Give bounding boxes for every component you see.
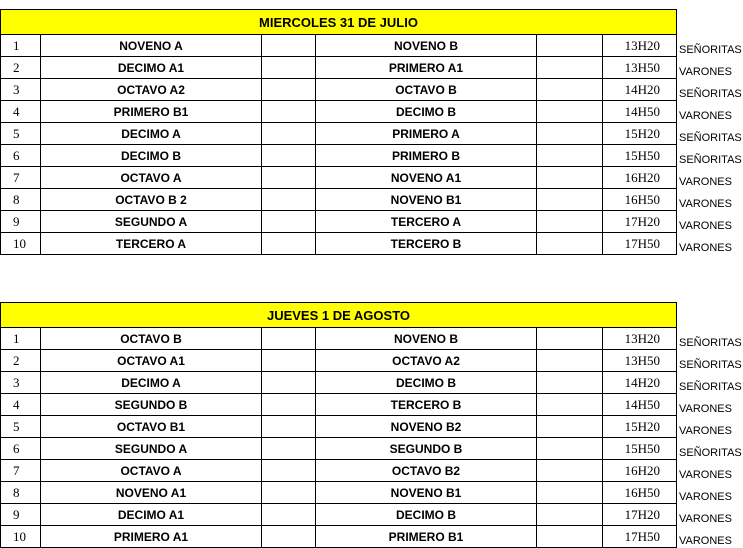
- match-row: [1, 372, 743, 394]
- team-a: OCTAVO A: [41, 167, 262, 189]
- match-category: SEÑORITAS: [679, 336, 742, 349]
- match-category: SEÑORITAS: [679, 153, 742, 166]
- empty-cell: [262, 416, 316, 438]
- match-number: 8: [1, 482, 41, 504]
- match-time: 14H50: [603, 394, 677, 416]
- match-category: SEÑORITAS: [679, 358, 742, 371]
- match-number: 4: [1, 101, 41, 123]
- empty-cell: [537, 211, 603, 233]
- match-category: VARONES: [679, 65, 732, 78]
- match-row: [1, 416, 743, 438]
- match-number: 2: [1, 57, 41, 79]
- match-time: 14H20: [603, 372, 677, 394]
- match-row: [1, 504, 743, 526]
- match-time: 15H20: [603, 416, 677, 438]
- team-a: DECIMO B: [41, 145, 262, 167]
- match-category: SEÑORITAS: [679, 380, 742, 393]
- empty-cell: [262, 101, 316, 123]
- team-b: TERCERO B: [316, 233, 537, 255]
- empty-cell: [537, 145, 603, 167]
- empty-cell: [537, 416, 603, 438]
- match-time: 16H20: [603, 460, 677, 482]
- empty-cell: [262, 328, 316, 350]
- empty-cell: [262, 438, 316, 460]
- match-category: VARONES: [679, 197, 732, 210]
- team-b: SEGUNDO B: [316, 438, 537, 460]
- match-number: 4: [1, 394, 41, 416]
- match-category: SEÑORITAS: [679, 446, 742, 459]
- match-category: SEÑORITAS: [679, 131, 742, 144]
- team-a: SEGUNDO A: [41, 211, 262, 233]
- match-time: 15H20: [603, 123, 677, 145]
- team-a: TERCERO A: [41, 233, 262, 255]
- match-time: 15H50: [603, 145, 677, 167]
- team-a: DECIMO A1: [41, 57, 262, 79]
- team-a: DECIMO A: [41, 123, 262, 145]
- team-b: DECIMO B: [316, 101, 537, 123]
- empty-cell: [537, 233, 603, 255]
- match-category: VARONES: [679, 468, 732, 481]
- empty-cell: [537, 482, 603, 504]
- empty-cell: [537, 460, 603, 482]
- match-row: [1, 233, 743, 255]
- match-row: [1, 145, 743, 167]
- empty-cell: [537, 189, 603, 211]
- match-number: 10: [1, 233, 41, 255]
- match-time: 14H20: [603, 79, 677, 101]
- schedule-header-row: [1, 303, 743, 328]
- team-b: NOVENO B2: [316, 416, 537, 438]
- schedule-thursday: [0, 302, 743, 548]
- match-time: 17H20: [603, 504, 677, 526]
- empty-cell: [537, 57, 603, 79]
- match-time: 17H50: [603, 526, 677, 548]
- match-time: 13H50: [603, 350, 677, 372]
- empty-cell: [537, 35, 603, 57]
- match-category: VARONES: [679, 402, 732, 415]
- team-b: NOVENO B1: [316, 189, 537, 211]
- empty-cell: [262, 482, 316, 504]
- team-a: OCTAVO B1: [41, 416, 262, 438]
- empty-cell: [537, 79, 603, 101]
- match-number: 7: [1, 167, 41, 189]
- match-time: 16H20: [603, 167, 677, 189]
- empty-cell: [537, 123, 603, 145]
- empty-cell: [262, 460, 316, 482]
- match-row: [1, 167, 743, 189]
- schedule-table: [0, 302, 743, 548]
- team-b: OCTAVO B: [316, 79, 537, 101]
- match-row: [1, 57, 743, 79]
- match-row: [1, 350, 743, 372]
- team-a: DECIMO A: [41, 372, 262, 394]
- match-time: 16H50: [603, 482, 677, 504]
- empty-cell: [262, 211, 316, 233]
- empty-cell: [262, 123, 316, 145]
- match-time: 16H50: [603, 189, 677, 211]
- match-time: 15H50: [603, 438, 677, 460]
- match-number: 9: [1, 211, 41, 233]
- empty-cell: [262, 504, 316, 526]
- match-number: 9: [1, 504, 41, 526]
- match-row: [1, 394, 743, 416]
- team-a: PRIMERO B1: [41, 101, 262, 123]
- team-b: TERCERO B: [316, 394, 537, 416]
- schedule-title: JUEVES 1 DE AGOSTO: [1, 303, 677, 328]
- team-a: OCTAVO A2: [41, 79, 262, 101]
- team-b: DECIMO B: [316, 372, 537, 394]
- match-row: [1, 101, 743, 123]
- schedule-title: MIERCOLES 31 DE JULIO: [1, 10, 677, 35]
- blank-cell: [677, 10, 743, 35]
- match-number: 5: [1, 123, 41, 145]
- team-a: OCTAVO A: [41, 460, 262, 482]
- empty-cell: [262, 372, 316, 394]
- match-number: 6: [1, 438, 41, 460]
- team-b: NOVENO A1: [316, 167, 537, 189]
- team-b: TERCERO A: [316, 211, 537, 233]
- match-category: VARONES: [679, 424, 732, 437]
- match-time: 17H50: [603, 233, 677, 255]
- match-number: 3: [1, 79, 41, 101]
- match-number: 1: [1, 35, 41, 57]
- match-row: [1, 482, 743, 504]
- match-row: [1, 79, 743, 101]
- match-row: [1, 328, 743, 350]
- match-time: 13H50: [603, 57, 677, 79]
- empty-cell: [262, 145, 316, 167]
- empty-cell: [262, 167, 316, 189]
- team-b: DECIMO B: [316, 504, 537, 526]
- match-number: 2: [1, 350, 41, 372]
- match-category: VARONES: [679, 219, 732, 232]
- match-number: 3: [1, 372, 41, 394]
- match-row: [1, 526, 743, 548]
- schedule-wednesday: [0, 9, 743, 255]
- team-b: PRIMERO A: [316, 123, 537, 145]
- empty-cell: [262, 35, 316, 57]
- team-b: PRIMERO B: [316, 145, 537, 167]
- empty-cell: [262, 394, 316, 416]
- team-a: OCTAVO B: [41, 328, 262, 350]
- match-number: 7: [1, 460, 41, 482]
- match-row: [1, 189, 743, 211]
- team-a: SEGUNDO A: [41, 438, 262, 460]
- blank-cell: [677, 303, 743, 328]
- match-category: VARONES: [679, 490, 732, 503]
- team-a: DECIMO A1: [41, 504, 262, 526]
- match-category: VARONES: [679, 512, 732, 525]
- match-time: 13H20: [603, 328, 677, 350]
- empty-cell: [537, 438, 603, 460]
- empty-cell: [262, 189, 316, 211]
- empty-cell: [262, 233, 316, 255]
- match-row: [1, 211, 743, 233]
- empty-cell: [537, 350, 603, 372]
- empty-cell: [262, 350, 316, 372]
- empty-cell: [537, 504, 603, 526]
- match-row: [1, 35, 743, 57]
- schedule-table: [0, 9, 743, 255]
- match-time: 14H50: [603, 101, 677, 123]
- team-a: OCTAVO A1: [41, 350, 262, 372]
- team-a: NOVENO A1: [41, 482, 262, 504]
- match-number: 6: [1, 145, 41, 167]
- match-category: SEÑORITAS: [679, 87, 742, 100]
- empty-cell: [537, 372, 603, 394]
- match-category: VARONES: [679, 241, 732, 254]
- empty-cell: [537, 328, 603, 350]
- match-row: [1, 438, 743, 460]
- match-row: [1, 123, 743, 145]
- team-b: NOVENO B1: [316, 482, 537, 504]
- empty-cell: [537, 167, 603, 189]
- match-category: VARONES: [679, 534, 732, 547]
- match-time: 13H20: [603, 35, 677, 57]
- team-a: NOVENO A: [41, 35, 262, 57]
- empty-cell: [262, 57, 316, 79]
- empty-cell: [537, 526, 603, 548]
- empty-cell: [262, 526, 316, 548]
- empty-cell: [262, 79, 316, 101]
- match-number: 10: [1, 526, 41, 548]
- match-time: 17H20: [603, 211, 677, 233]
- match-number: 5: [1, 416, 41, 438]
- schedule-header-row: [1, 10, 743, 35]
- team-a: SEGUNDO B: [41, 394, 262, 416]
- match-category: VARONES: [679, 175, 732, 188]
- empty-cell: [537, 101, 603, 123]
- match-number: 8: [1, 189, 41, 211]
- team-b: OCTAVO B2: [316, 460, 537, 482]
- team-a: PRIMERO A1: [41, 526, 262, 548]
- team-b: NOVENO B: [316, 328, 537, 350]
- team-b: PRIMERO A1: [316, 57, 537, 79]
- team-b: PRIMERO B1: [316, 526, 537, 548]
- match-row: [1, 460, 743, 482]
- empty-cell: [537, 394, 603, 416]
- team-b: NOVENO B: [316, 35, 537, 57]
- team-a: OCTAVO B 2: [41, 189, 262, 211]
- team-b: OCTAVO A2: [316, 350, 537, 372]
- match-category: VARONES: [679, 109, 732, 122]
- match-category: SEÑORITAS: [679, 43, 742, 56]
- match-number: 1: [1, 328, 41, 350]
